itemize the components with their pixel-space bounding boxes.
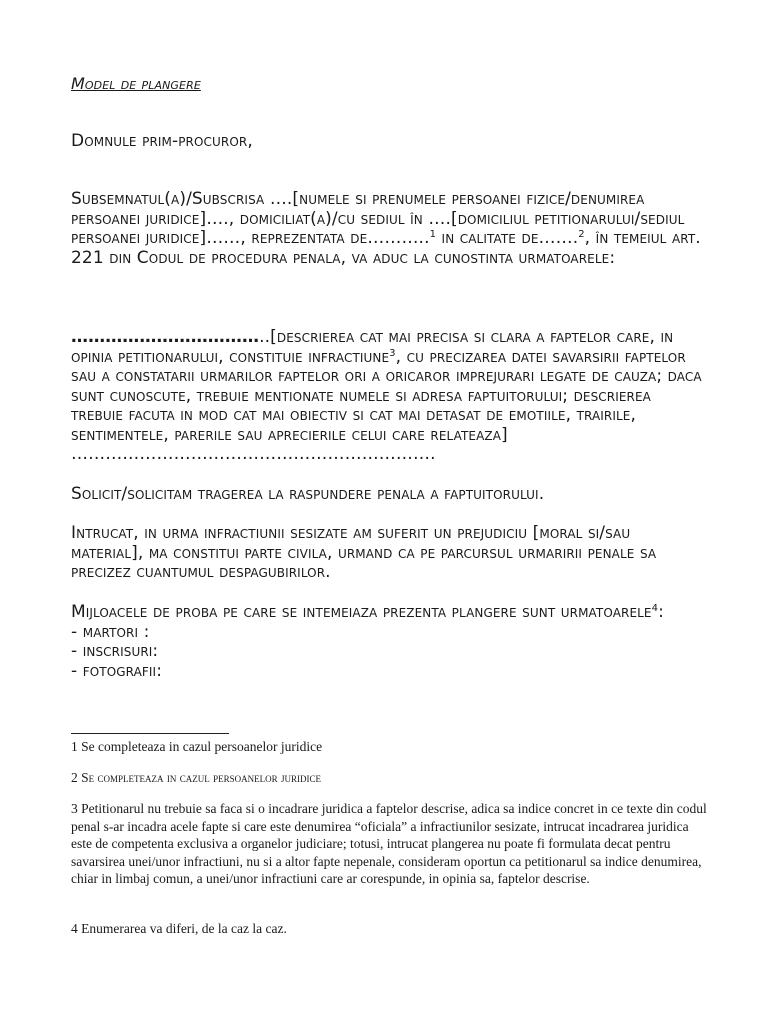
evidence-item-inscrisuri: - inscrisuri: [71,641,159,661]
evidence-section [71,603,703,681]
intro-text-2: in calitate de……. [436,228,579,248]
footnote-ref-4: 4 [651,603,659,614]
footnote-3: 3 Petitionarul nu trebuie sa faca si o incadrare juridica a faptelor descrise, adica sa indice concret in ce texte din codul penal s-ar incadra acele fapte si care este denumirea “oficiala” a infractiunilor sesizate, intrucat incadrarea juridica este de competenta exclusiva a organelor judiciare; totusi, intrucat plangerea nu poate fi formulata decat pentru savarsirea unei/unor infractiuni, nu si a altor fapte nepenale, consideram oportun ca petitionarul sa indice denumirea, chiar in limbaj comun, a unei/unor infractiuni care ar corespunde, in opinia sa, faptelor descrise. [71,801,707,886]
evidence-item-fotografii: - fotografii: [71,660,163,681]
description-dots: …………………………… [71,327,260,347]
description-text-2: , cu precizarea datei savarsirii faptelor sau a constatarii urmarilor faptelor ori a oricaror imprejurari legate de cauza; daca sunt cunoscute, trebuie mentionate numele si adresa faptuitorului; descrierea trebuie facuta in mod cat mai obiectiv si cat mai detasat de emotiile, trairile, sentimentele, parerile sau aprecierile celui care relateaza] ………………………………………………………. [71,346,702,464]
footnote-4: 4 Enumerarea va diferi, de la caz la caz. [71,921,287,936]
civil-party-paragraph: Intrucat, in urma infractiunii sesizate am suferit un prejudiciu [moral si/sau material], ma constitui parte civila, urmand ca pe parcursul urmaririi penale sa precizez cuantumul despagubirilor. [71,523,657,582]
footnote-ref-3: 3 [389,347,396,359]
greeting: Domnule prim-procuror, [71,131,253,151]
solicit-paragraph: Solicit/solicitam tragerea la raspundere penala a faptuitorului. [71,484,545,504]
evidence-item-martori: - martori : [71,621,150,642]
intro-paragraph [71,190,703,268]
evidence-intro: Mijloacele de proba pe care se intemeiaza prezenta plangere sunt urmatoarele [71,602,652,622]
footnote-1: 1 Se completeaza in cazul persoanelor juridice [71,739,323,754]
footnote-ref-2: 2 [578,229,585,240]
intro-text-1: Subsemnatul(a)/Subscrisa ….[numele si prenumele persoanei fizice/denumirea persoanei juridice]…., domiciliat(a)/cu sediul în ….[domiciliul petitionarului/sediul persoanei juridice]……, reprezentata de……….. [71,189,685,248]
description-text-1: ..[descrierea cat mai precisa si clara a faptelor care, in opinia petitionarului, constituie infractiune [71,327,674,367]
evidence-colon: : [658,602,664,622]
description-paragraph [71,328,703,465]
footnote-separator [71,733,229,734]
footnote-ref-1: 1 [429,229,437,240]
intro-text-3: , în temeiul art. 221 din Codul de procedura penala, va aduc la cunostinta urmatoarele: [71,228,701,268]
footnote-2: 2 Se completeaza in cazul persoanelor juridice [71,770,322,785]
document-title: Model de plangere [71,74,201,93]
